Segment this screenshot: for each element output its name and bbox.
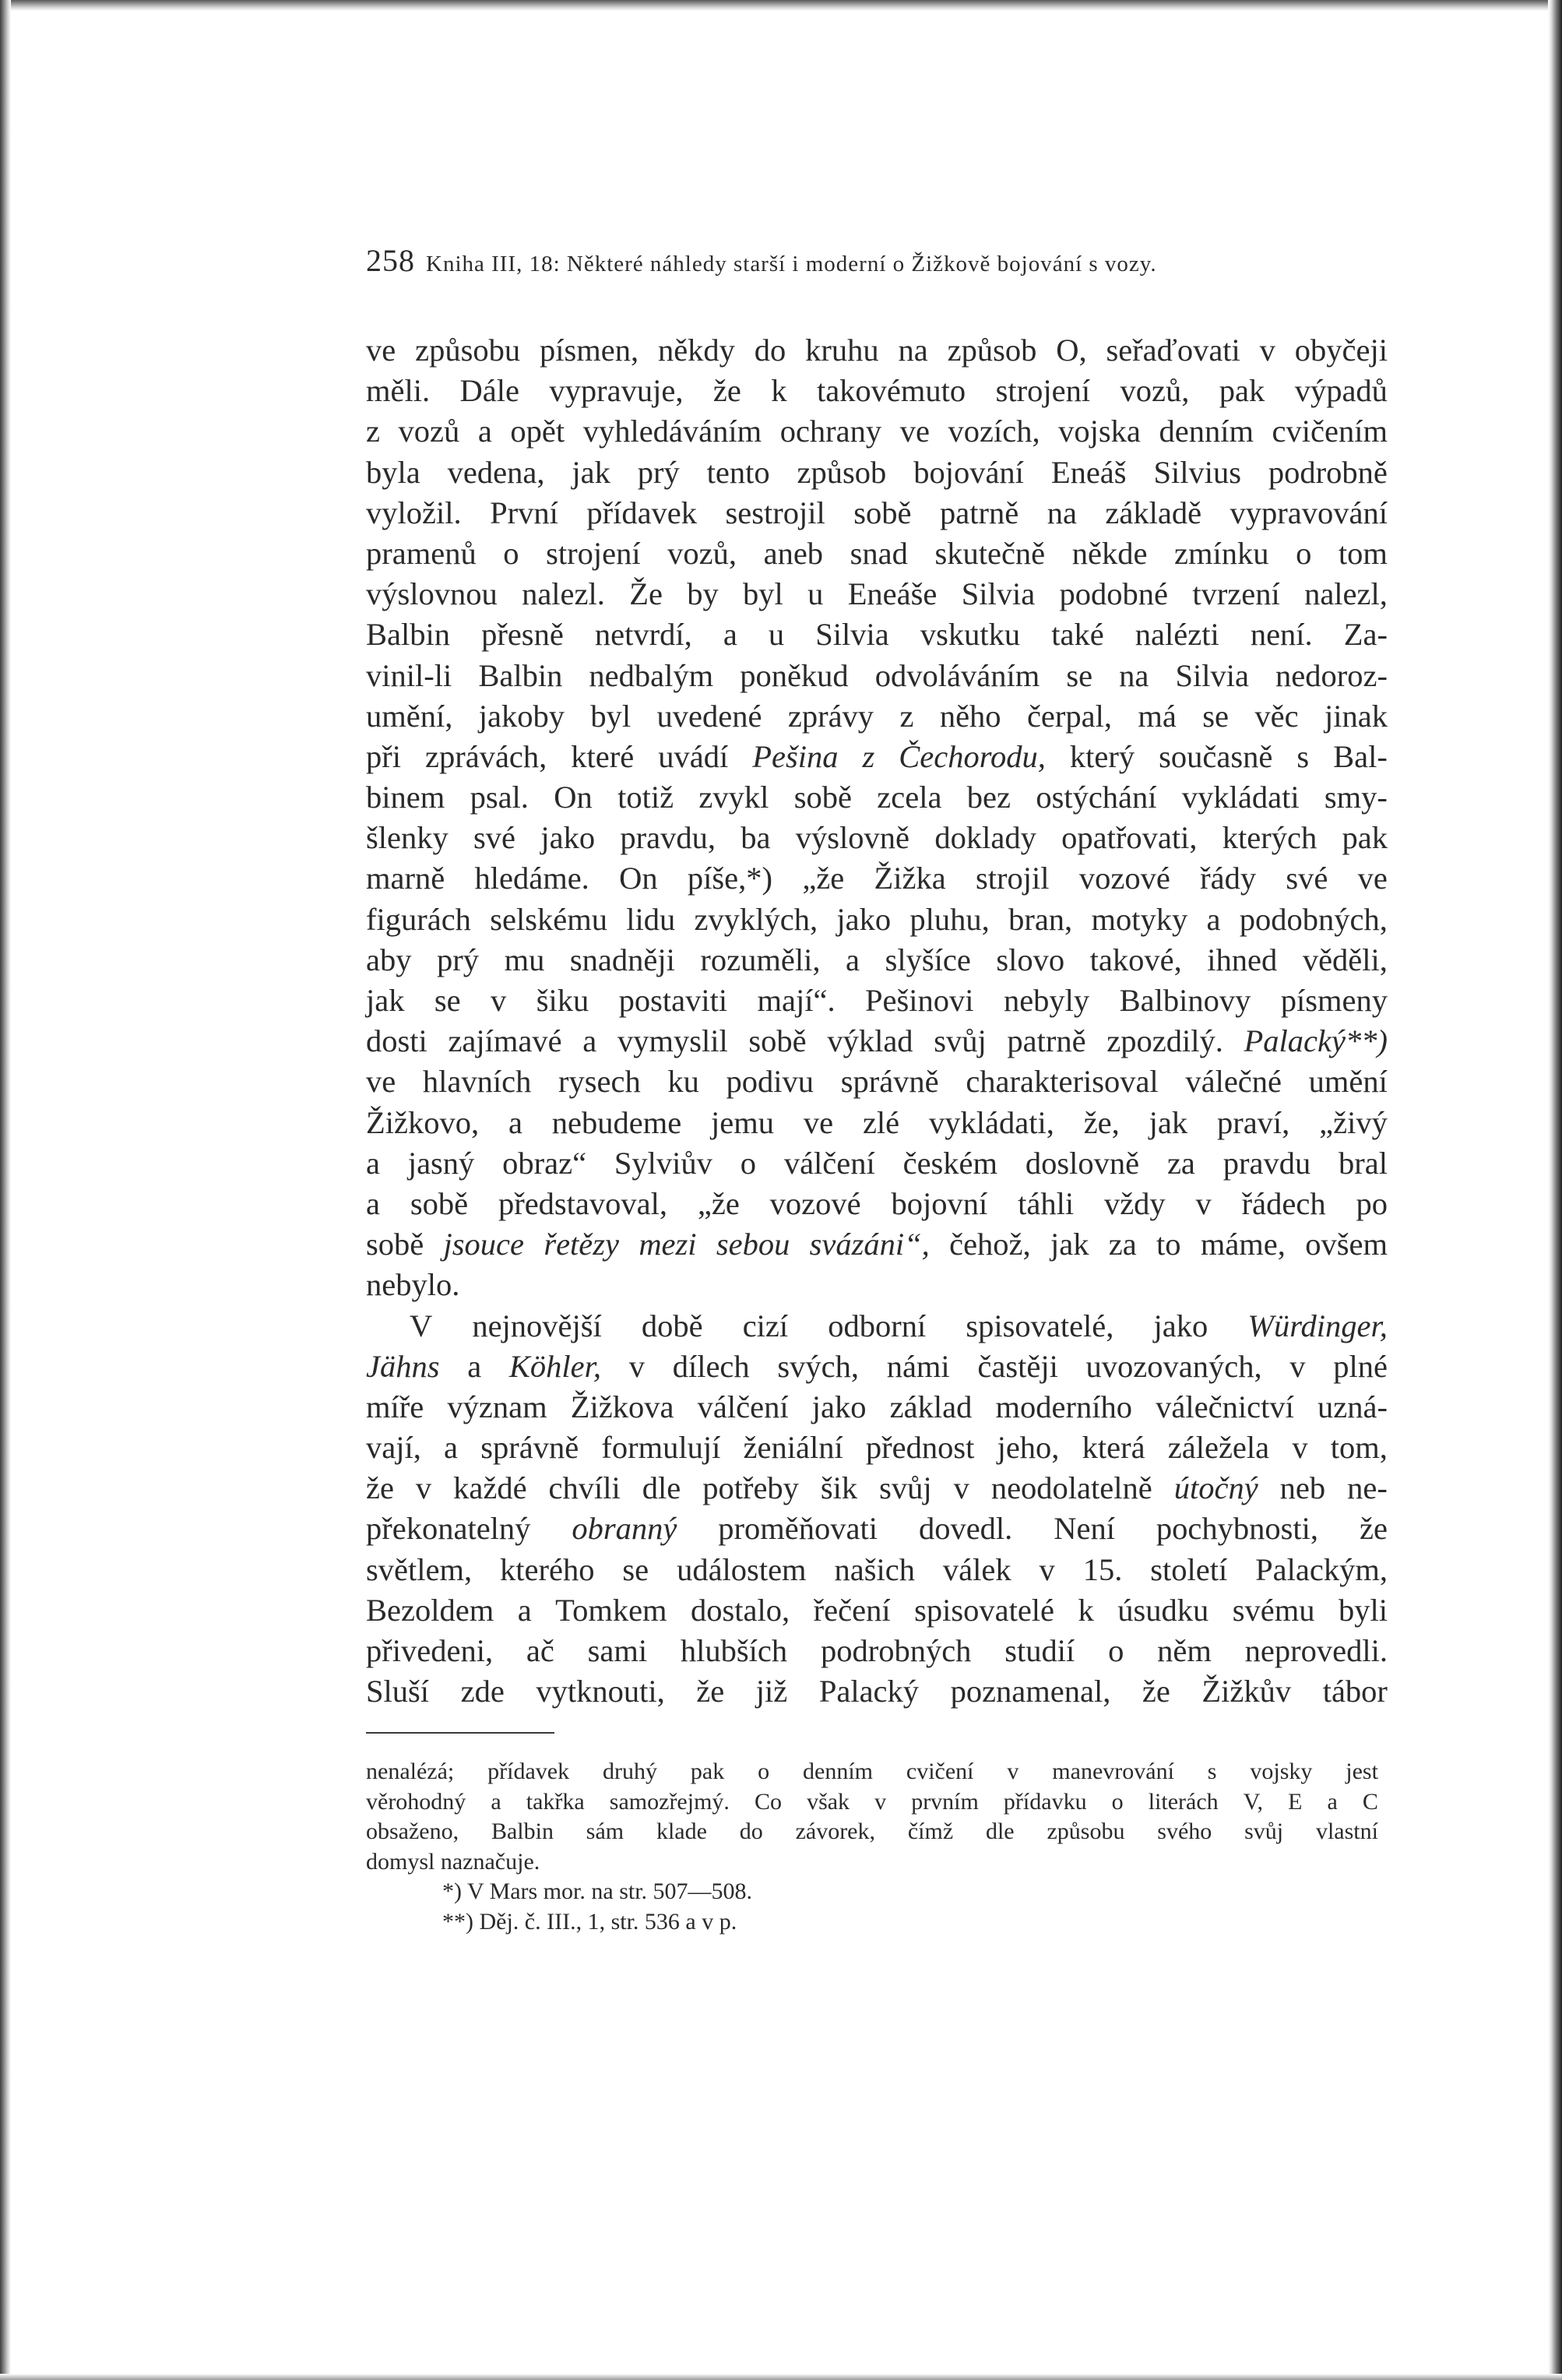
- body-line: a jasný obraz“ Sylviův o válčení českém doslovně za pravdu bral: [366, 1145, 1388, 1181]
- body-line: jak se v šiku postaviti mají“. Pešinovi nebyly Balbinovy písmeny: [366, 983, 1388, 1018]
- footnote-line: *) V Mars mor. na str. 507—508.: [442, 1878, 753, 1905]
- body-line: světlem, kterého se událostem našich válek v 15. století Palackým,: [366, 1551, 1388, 1587]
- book-page: [366, 241, 1388, 1937]
- body-line: Sluší zde vytknouti, že již Palacký poznamenal, že Žižkův tábor: [366, 1674, 1388, 1709]
- body-line: míře význam Žižkova válčení jako základ moderního válečnictví uzná-: [366, 1389, 1388, 1424]
- body-line: ve způsobu písmen, někdy do kruhu na způsob O, seřaďovati v obyčeji: [366, 333, 1388, 368]
- body-line: aby prý mu snadněji rozuměli, a slyšíce slovo takové, ihned věděli,: [366, 942, 1388, 977]
- body-line: pramenů o strojení vozů, aneb snad skutečně někde zmínku o tom: [366, 535, 1388, 571]
- body-line: měli. Dále vypravuje, že k takovémuto strojení vozů, pak výpadů: [366, 373, 1388, 409]
- footnote-line: **) Děj. č. III., 1, str. 536 a v p.: [442, 1908, 737, 1935]
- footnote-line: domysl naznačuje.: [366, 1848, 540, 1875]
- body-line: ve hlavních rysech ku podivu správně charakterisoval válečné umění: [366, 1064, 1388, 1100]
- body-text: [366, 330, 1388, 1712]
- scan-edge-left: [0, 0, 11, 2380]
- body-line: že v každé chvíli dle potřeby šik svůj v neodolatelně útočný neb ne-: [366, 1470, 1388, 1506]
- body-line: vinil-li Balbin nedbalým poněkud odvoláváním se na Silvia nedoroz-: [366, 657, 1388, 693]
- body-line: a sobě představoval, „že vozové bojovní táhli vždy v řádech po: [366, 1185, 1388, 1221]
- body-line: marně hledáme. On píše,*) „že Žižka strojil vozové řády své ve: [366, 861, 1388, 896]
- body-line: šlenky své jako pravdu, ba výslovně doklady opatřovati, kterých pak: [366, 820, 1388, 856]
- body-line: Žižkovo, a nebudeme jemu ve zlé vykládati, že, jak praví, „živý: [366, 1104, 1388, 1140]
- body-line: výslovnou nalezl. Že by byl u Eneáše Silvia podobné tvrzení nalezl,: [366, 576, 1388, 612]
- footnote-line: věrohodný a takřka samozřejmý. Co však v prvním přídavku o literách V, E a C: [366, 1788, 1378, 1815]
- running-title: Kniha III, 18: Některé náhledy starší i moderní o Žižkově bojování s vozy.: [426, 252, 1157, 276]
- scan-edge-right: [1548, 0, 1562, 2380]
- body-line: byla vedena, jak prý tento způsob bojování Eneáš Silvius podrobně: [366, 454, 1388, 490]
- scan-edge-bottom: [0, 2374, 1562, 2380]
- footnotes: [366, 1757, 1388, 1937]
- footnote-separator: [366, 1732, 554, 1734]
- body-line: sobě jsouce řetězy mezi sebou svázáni“, čehož, jak za to máme, ovšem: [366, 1227, 1388, 1262]
- body-line: vyložil. První přídavek sestrojil sobě patrně na základě vypravování: [366, 495, 1388, 530]
- body-line: Bezoldem a Tomkem dostalo, řečení spisovatelé k úsudku svému byli: [366, 1592, 1388, 1628]
- body-line: přivedeni, ač sami hlubších podrobných studií o něm neprovedli.: [366, 1633, 1388, 1668]
- page-number: 258: [366, 243, 415, 278]
- scan-edge-top: [0, 0, 1562, 11]
- body-line: umění, jakoby byl uvedené zprávy z něho čerpal, má se věc jinak: [366, 698, 1388, 734]
- footnote-line: obsaženo, Balbin sám klade do závorek, čímž dle způsobu svého svůj vlastní: [366, 1818, 1378, 1845]
- body-line: Jähns a Köhler, v dílech svých, námi častěji uvozovaných, v plné: [366, 1348, 1388, 1384]
- body-line: nebylo.: [366, 1267, 460, 1303]
- body-line: z vozů a opět vyhledáváním ochrany ve vozích, vojska denním cvičením: [366, 414, 1388, 449]
- body-line: binem psal. On totiž zvykl sobě zcela bez ostýchání vykládati smy-: [366, 780, 1388, 815]
- body-line: figurách selskému lidu zvyklých, jako pluhu, bran, motyky a podobných,: [366, 901, 1388, 937]
- body-line: dosti zajímavé a vymyslil sobě výklad svůj patrně zpozdilý. Palacký**): [366, 1023, 1388, 1059]
- body-line: při zprávách, které uvádí Pešina z Čechorodu, který současně s Bal-: [366, 738, 1388, 774]
- body-line: překonatelný obranný proměňovati dovedl. Není pochybnosti, že: [366, 1511, 1388, 1547]
- footnote-line: nenalézá; přídavek druhý pak o denním cvičení v manevrování s vojsky jest: [366, 1759, 1378, 1785]
- body-line: Balbin přesně netvrdí, a u Silvia vskutku také nalézti není. Za-: [366, 617, 1388, 653]
- body-line: vají, a správně formulují ženiální přednost jeho, která záležela v tom,: [366, 1430, 1388, 1466]
- body-line: V nejnovější době cizí odborní spisovatelé, jako Würdinger,: [410, 1308, 1388, 1343]
- running-header: [366, 241, 1388, 280]
